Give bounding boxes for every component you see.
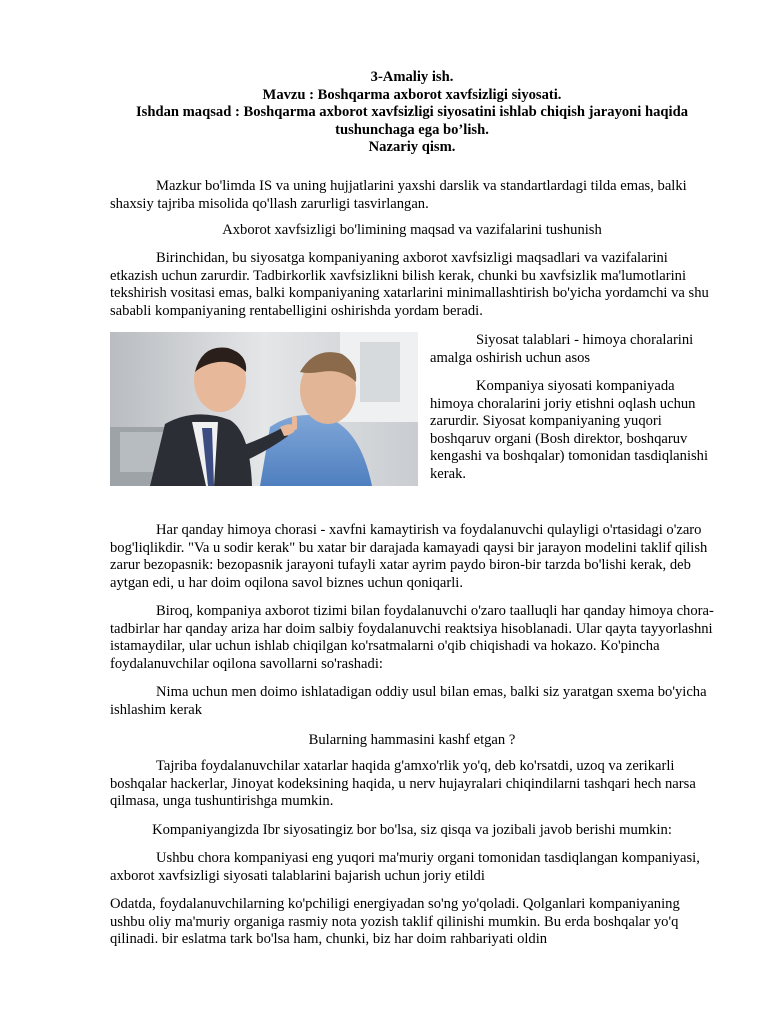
topic-line: Mavzu : Boshqarma axborot xavfsizligi siyosati. [262,86,562,103]
paragraph-measure: Ushbu chora kompaniyasi eng yuqori ma'muriy organi tomonidan tasdiqlangan kompaniyasi, axborot xavfsizligi siyosati talablarini bajarish uchun joriy etildi [110,850,700,884]
office-argument-illustration [110,332,418,486]
paragraph-user-reaction: Biroq, kompaniya axborot tizimi bilan foydalanuvchi o'zaro taalluqli har qanday himoya chora-tadbirlar har qanday ariza har doim salbiy foydalanuvchi reaktsiya hisoblanadi. Ular qayta tayyorlashni istamaydilar, ular uchun ishlab chiqilgan ko'rsatmalarni o'qib chiqishadi va hokazo. Ko'pincha foydalanuvchilar oqilona savollarni so'rashadi: [110,603,714,672]
paragraph-intro: Mazkur bo'limda IS va uning hujjatlarini yaxshi darslik va standartlardagi tilda emas, balki shaxsiy tajriba misolida qo'llash zarurligi tasvirlangan. [110,178,687,212]
document-header [104,69,720,157]
goal-line: Ishdan maqsad : Boshqarma axborot xavfsizligi siyosatini ishlab chiqish jarayoni haqida tushunchaga ega bo’lish. [136,104,688,138]
side-heading-requirements: Siyosat talablari - himoya choralarini amalga oshirish uchun asos [430,332,694,366]
centered-question: Bularning hammasini kashf etgan ? [308,732,516,748]
paragraph-protection: Har qanday himoya chorasi - xavfni kamaytirish va foydalanuvchi qulayligi o'rtasidagi o'zaro bog'liqlikdir. "Va u sodir kerak" bu xatar bir darajada kamayadi qaysi bir jarayon modelini taklif qilish zarur bezopasnik: bezopasnik jarayoni tufayli xatar ayrim paydo biron-bir tarzda bo'lishi kerak, deb aytgan edi, u har doim oqilona savol biznes uchun qoniqarli. [110,522,708,591]
theory-heading: Nazariy qism. [368,139,456,156]
paragraph-first: Birinchidan, bu siyosatga kompaniyaning axborot xavfsizligi maqsadlari va vazifalarini etkazish uchun zarurdir. Tadbirkorlik xavfsizlikni bilish kerak, chunki bu xavfsizlik ma'lumotlarini tekshirish vositasi emas, balki kompaniyaning xatarlarini minimallashtirish bo'yicha yordamchi va shu sababli kompaniyaning rentabelligini oshirishda yordam beradi. [110,250,709,319]
section-heading-goals: Axborot xavfsizligi bo'limining maqsad va vazifalarini tushunish [222,222,602,238]
paragraph-conclusion: Odatda, foydalanuvchilarning ko'pchiligi energiyadan so'ng yo'qoladi. Qolganlari kompaniyaning ushbu oliy ma'muriy organiga rasmiy nota yozish taklif qilinishi mumkin. Bu erda boshqalar yo'q qilinadi. bir eslatma tark bo'lsa ham, chunki, biz har doim rahbariyati oldin [110,896,680,948]
side-paragraph-policy: Kompaniya siyosati kompaniyada himoya choralarini joriy etishni oqlash uchun zarurdir. Siyosat kompaniyaning yuqori boshqaruv organi (Bosh direktor, boshqaruv kengashi va boshqalar) tomonidan tasdiqlanishi kerak. [430,378,709,482]
work-number: 3-Amaliy ish. [370,69,454,85]
paragraph-question: Nima uchun men doimo ishlatadigan oddiy usul bilan emas, balki siz yaratgan sxema bo'yicha ishlashim kerak [110,684,707,718]
photo-two-men-arguing [110,332,418,486]
paragraph-experience: Tajriba foydalanuvchilar xatarlar haqida g'amxo'rlik yo'q, deb ko'rsatdi, uzoq va zerikarli boshqalar hackerlar, Jinoyat kodeksining haqida, u nerv hujayralari chiqindilarni tashqari hech narsa qilmasa, unga tushuntirishga mumkin. [110,758,696,810]
paragraph-answer: Kompaniyangizda Ibr siyosatingiz bor bo'lsa, siz qisqa va jozibali javob berishi mumkin: [152,822,672,838]
